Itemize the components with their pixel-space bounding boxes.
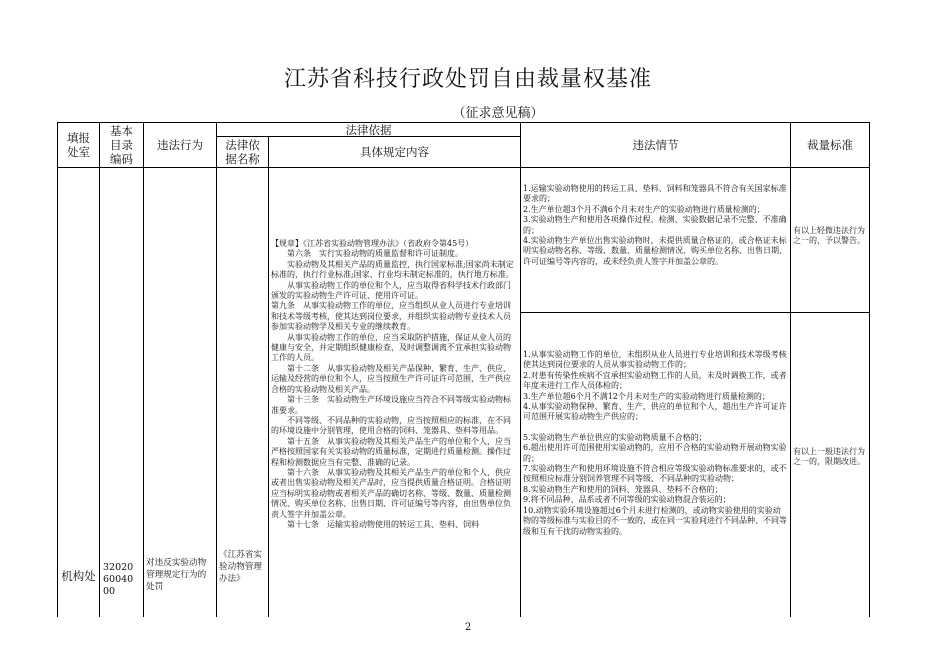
- cell-act: [143, 167, 217, 617]
- circumstance-item: 2.生产单位超3个月不满6个月未对生产的实验动物进行质量检测的； 3.实验动物生产和使用各项操作过程、检测、实验数据记录不完整、不准确的；: [523, 204, 857, 235]
- circumstance-item: 3.生产单位超6个月不满12个月未对生产的实验动物进行质量检测的；: [523, 391, 770, 401]
- cell-standard-general: [790, 312, 870, 617]
- law-name-text: 《江苏省实验动物管理办法》: [219, 550, 262, 584]
- provision-item: 实验动物及其相关产品的质量监控，执行国家标准;国家尚未制定标准的，执行行业标准;国家、行业均未制定标准的，执行地方标准。: [271, 259, 514, 280]
- cell-provisions: [268, 167, 521, 617]
- circumstance-item: 2.对患有传染性疾病不宜承担实验动物工作的人员，未及时调换工作，或者年度未进行工作人员体检的；: [523, 370, 787, 391]
- circumstance-item: 6.超出使用许可范围使用实验动物的，应用不合格的实验动物开展动物实验的；: [523, 443, 787, 463]
- circumstance-item: 8.实验动物生产和使用的饲料、笼器具、垫料不合格的；: [523, 484, 723, 494]
- circumstance-item: 1.从事实验动物工作的单位，未组织从业人员进行专业培训和技术等级考核使其达到岗位要求的人员从事实验动物工作的；: [523, 350, 787, 370]
- circumstance-item: 4.实验动物生产单位出售实验动物时，未提供质量合格证的，或合格证未标明实验动物名称、等级、数量、质量检测情况、购买单位名称、出售日期、许可证编号等内容的，或未经负责人签字并加盖公章的。: [523, 236, 787, 266]
- header-code: 基本目录编码: [99, 122, 144, 168]
- header-unit: 填报处室: [57, 122, 100, 168]
- page-number: 2: [464, 622, 472, 633]
- cell-law-name: [216, 167, 269, 617]
- header-provisions: 具体规定内容: [268, 136, 521, 168]
- provision-item: 第十二条 从事实验动物及相关产品保种、繁育、生产、供应、运输及经营的单位和个人，应当按照生产许可证许可范围，生产供应合格的实验动物及相关产品。: [271, 363, 511, 394]
- document-subtitle: （征求意见稿）: [452, 106, 544, 121]
- code-text: 320206004000: [103, 562, 134, 597]
- cell-unit: [57, 167, 100, 617]
- provision-item: 【规章】《江苏省实验动物管理办法》（省政府令第45号）: [271, 239, 474, 248]
- provision-item: 从事实验动物工作的单位，应当采取防护措施，保证从业人员的健康与安全，并定期组织健康检查，及时调整调离不宜承担实验动物工作的人员。: [271, 332, 511, 363]
- header-legal-basis: 法律依据: [216, 122, 521, 137]
- circumstance-item: 5.实验动物生产单位供应的实验动物质量不合格的；: [523, 432, 707, 442]
- unit-text: 机构处: [61, 569, 96, 583]
- provision-item: 第六条 实行实验动物的质量监督和许可证制度。: [287, 249, 463, 259]
- provision-item: 第十三条 实验动物生产环境设施应当符合不同等级实验动物标准要求。: [271, 395, 511, 415]
- header-act: 违法行为: [143, 122, 217, 168]
- act-text: 对违反实验动物管理规定行为的处罚: [146, 558, 207, 592]
- circumstance-item: 1.运输实验动物使用的转运工具、垫料、饲料和笼器具不符合有关国家标准要求的；: [523, 184, 787, 204]
- cell-code: [99, 167, 144, 617]
- provision-item: 第十七条 运输实验动物使用的转运工具、垫料、饲料: [287, 519, 479, 529]
- provision-item: 不同等级、不同品种的实验动物，应当按照相应的标准，在不同的环境设施中分别管理，使用合格的饲料、笼器具、垫料等用品。: [271, 415, 511, 436]
- circumstance-item: 7.实验动物生产和使用环境设施不符合相应等级实验动物标准要求的，或不按照相应标准分别饲养管理不同等级、不同品种的实验动物；: [523, 464, 787, 484]
- provision-item: 第十五条 从事实验动物及其相关产品生产的单位和个人，应当严格按照国家有关实验动物的质量标准，定期进行质量检测。操作过程和检测数据应当有完整、准确的记录。: [271, 436, 511, 467]
- standard-text: 有以上轻微违法行为之一的，予以警告。: [793, 226, 865, 246]
- circumstance-item: 9.将不同品种、品系或者不同等级的实验动物混合装运的；: [523, 495, 731, 505]
- cell-standard-minor: [790, 167, 870, 313]
- circumstance-item: 4.从事实验动物保种、繁育、生产、供应的单位和个人，超出生产许可证许可范围开展实验动物生产供应的；: [523, 402, 787, 422]
- provision-item: 从事实验动物工作的单位和个人，应当取得省科学技术行政部门颁发的实验动物生产许可证、使用许可证。: [271, 280, 511, 301]
- header-circumstances: 违法情节: [520, 122, 791, 168]
- provision-item: 第九条 从事实验动物工作的单位，应当组织从业人员进行专业培训和技术等级考核，使其达到岗位要求，并组织实验动物专业技术人员参加实验动物学及相关专业的继续教育。: [271, 301, 511, 332]
- header-standard: 裁量标准: [790, 122, 870, 168]
- cell-circumstances-general: [520, 312, 791, 617]
- document-title: 江苏省科技行政处罚自由裁量权基准: [283, 67, 652, 92]
- header-law-name: 法律依据名称: [216, 136, 269, 168]
- provision-item: 第十六条 从事实验动物及其相关产品生产的单位和个人，供应或者出售实验动物及相关产品时，应当提供质量合格证明。合格证明应当标明实验动物或者相关产品的确切名称、等级、数量、质量检测情况、购买单位名称、出售日期、许可证编号等内容，由出售单位负责人签字并加盖公章。: [271, 467, 511, 519]
- standard-text: 有以上一般违法行为之一的，限期改进。: [793, 447, 865, 467]
- circumstance-item: 10.动物实验环境设施超过6个月未进行检测的，或动物实验使用的实验动物的等级标准与实验目的不一致的，或在同一实验间进行不同品种、不同等级和互有干扰的动物实验的。: [523, 505, 787, 536]
